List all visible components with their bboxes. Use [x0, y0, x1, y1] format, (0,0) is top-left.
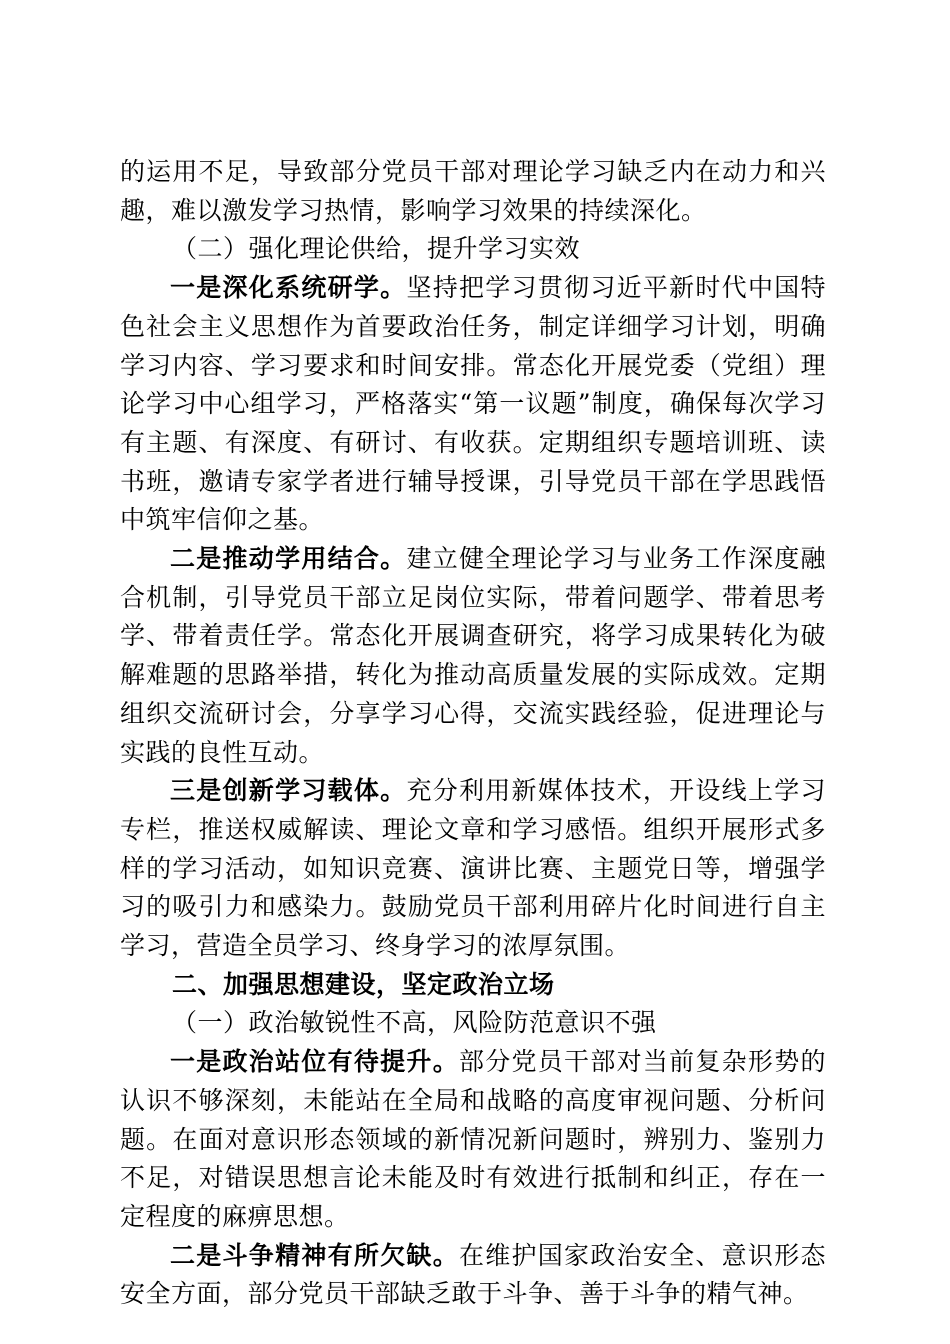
paragraph-text: 的运用不足，导致部分党员干部对理论学习缺乏内在动力和兴趣，难以激发学习热情，影响学习效果的持续深化。 — [120, 157, 826, 225]
subheading-strengthen-theory-supply — [120, 230, 826, 269]
paragraph-text: 在维护国家政治安全、意识形态安全方面，部分党员干部缺乏敢于斗争、善于斗争的精气神。 — [120, 1240, 826, 1309]
paragraph-innovate-learning-carriers — [120, 772, 826, 966]
paragraph-lead: 一是政治站位有待提升。 — [170, 1047, 459, 1077]
paragraph-lead: 二是斗争精神有所欠缺。 — [170, 1240, 459, 1270]
paragraph-combine-learning-and-practice — [120, 540, 826, 772]
paragraph-lead: 二是推动学用结合。 — [170, 544, 407, 574]
paragraph-text: 坚持把学习贯彻习近平新时代中国特色社会主义思想作为首要政治任务，制定详细学习计划，明确学习内容、学习要求和时间安排。常态化开展党委（党组）理论学习中心组学习，严格落实“第一议题”制度，确保每次学习有主题、有深度、有研讨、有收获。定期组织专题培训班、读书班，邀请专家学者进行辅导授课，引导党员干部在学思践悟中筑牢信仰之基。 — [120, 273, 826, 535]
paragraph-text: 部分党员干部对当前复杂形势的认识不够深刻，未能站在全局和战略的高度审视问题、分析问题。在面对意识形态领域的新情况新问题时，辨别力、鉴别力不足，对错误思想言论未能及时有效进行抵制和纠正，存在一定程度的麻痹思想。 — [120, 1047, 826, 1231]
section-heading-ideological-building — [120, 966, 826, 1005]
paragraph-text: 充分利用新媒体技术，开设线上学习专栏，推送权威解读、理论文章和学习感悟。组织开展形式多样的学习活动，如知识竞赛、演讲比赛、主题党日等，增强学习的吸引力和感染力。鼓励党员干部利用碎片化时间进行自主学习，营造全员学习、终身学习的浓厚氛围。 — [120, 776, 826, 961]
subheading-text: （一）政治敏锐性不高，风险防范意识不强 — [172, 1008, 657, 1038]
paragraph-political-stance — [120, 1043, 826, 1237]
paragraph-lead: 三是创新学习载体。 — [170, 776, 407, 806]
subheading-text: （二）强化理论供给，提升学习实效 — [172, 234, 581, 264]
heading-text: 二、加强思想建设，坚定政治立场 — [172, 969, 555, 999]
paragraph-text: 建立健全理论学习与业务工作深度融合机制，引导党员干部立足岗位实际，带着问题学、带着思考学、带着责任学。常态化开展调查研究，将学习成果转化为破解难题的思路举措，转化为推动高质量发展的实际成效。定期组织交流研讨会，分享学习心得，交流实践经验，促进理论与实践的良性互动。 — [120, 544, 826, 767]
document-body — [120, 153, 826, 1314]
paragraph-lead: 一是深化系统研学。 — [170, 273, 407, 303]
paragraph-deepen-systematic-study — [120, 269, 826, 540]
subheading-political-sensitivity — [120, 1004, 826, 1043]
paragraph-fighting-spirit — [120, 1237, 826, 1314]
continuation-paragraph — [120, 153, 826, 230]
